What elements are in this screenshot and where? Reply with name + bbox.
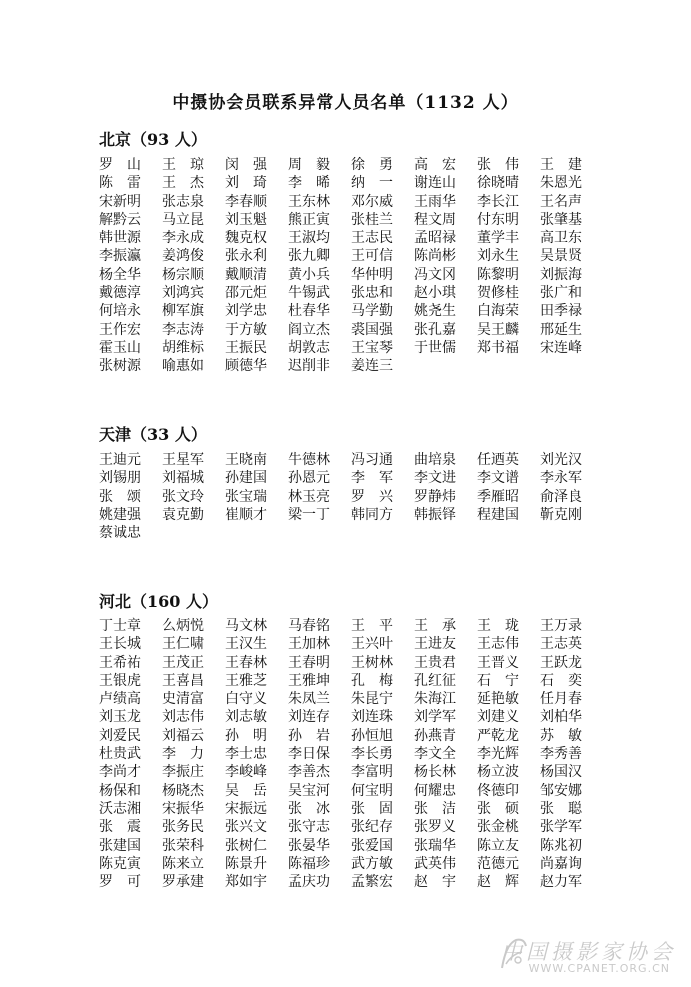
name-entry: 杨长林: [414, 764, 456, 781]
name-entry: 陈克寅: [99, 855, 141, 872]
name-entry: 孙恩元: [288, 470, 330, 487]
name-entry: 张守志: [288, 819, 330, 836]
name-entry: 于世儒: [414, 339, 456, 356]
name-entry: 姜连三: [351, 358, 393, 375]
name-entry: 刘玉龙: [99, 709, 141, 726]
name-entry: 姚建强: [99, 506, 141, 523]
name-entry: 罗 山: [99, 157, 141, 173]
name-entry: 孙 岩: [288, 727, 330, 744]
name-entry: 张爱国: [351, 837, 393, 854]
name-entry: 张 伟: [477, 157, 519, 173]
name-entry: 李振庄: [162, 764, 204, 781]
name-entry: 刘玉魁: [225, 211, 267, 228]
name-entry: 田季禄: [540, 303, 582, 320]
name-entry: 邹安娜: [540, 782, 582, 799]
name-entry: 李 晞: [288, 175, 330, 192]
name-entry: 孔红征: [414, 672, 456, 689]
name-entry: 张 冰: [288, 800, 330, 817]
name-entry: 俞泽良: [540, 488, 582, 505]
name-entry: 杨立波: [477, 764, 519, 781]
name-entry: 罗 可: [99, 874, 141, 891]
name-entry: 刘学忠: [225, 303, 267, 320]
name-entry: 宋振华: [162, 800, 204, 817]
name-entry: 吴王麟: [477, 321, 519, 338]
name-entry: 王志伟: [477, 636, 519, 653]
name-entry: 刘振海: [540, 266, 582, 283]
name-entry: 曲培泉: [414, 452, 456, 468]
name-entry: 张务民: [162, 819, 204, 836]
name-entry: 李春顺: [225, 193, 267, 210]
name-entry: 张忠和: [351, 285, 393, 302]
name-entry: 孟昭禄: [414, 230, 456, 247]
name-entry: 孟繁宏: [351, 874, 393, 891]
name-entry: 王树林: [351, 654, 393, 671]
name-entry: 王加林: [288, 636, 330, 653]
name-entry: 张 聪: [540, 800, 582, 817]
name-entry: 董学丰: [477, 230, 519, 247]
name-entry: 刘 琦: [225, 175, 267, 192]
name-entry: 蔡诚忠: [99, 525, 141, 542]
name-entry: 李长江: [477, 193, 519, 210]
name-entry: 张晏华: [288, 837, 330, 854]
name-entry: 李文谱: [477, 470, 519, 487]
name-list-beijing: [99, 156, 603, 376]
name-entry: 白海荣: [477, 303, 519, 320]
name-entry: 胡维标: [162, 339, 204, 356]
name-entry: 李文全: [414, 746, 456, 763]
name-entry: 刘连珠: [351, 709, 393, 726]
name-entry: 季雁昭: [477, 488, 519, 505]
watermark-url: WWW.CPANET.ORG.CN: [528, 962, 670, 975]
name-entry: 杜贵武: [99, 746, 141, 763]
name-entry: 刘建义: [477, 709, 519, 726]
name-entry: 张 固: [351, 800, 393, 817]
name-entry: 罗静炜: [414, 488, 456, 505]
name-entry: 张文玲: [162, 488, 204, 505]
name-entry: 张孔嘉: [414, 321, 456, 338]
name-entry: 迟削非: [288, 358, 330, 375]
name-entry: 王银虎: [99, 672, 141, 689]
name-entry: 张建国: [99, 837, 141, 854]
name-entry: 赵 宇: [414, 874, 456, 891]
name-entry: 罗 兴: [351, 488, 393, 505]
name-entry: 陈福珍: [288, 855, 330, 872]
name-entry: 武英伟: [414, 855, 456, 872]
name-entry: 霍玉山: [99, 339, 141, 356]
name-entry: 丁士章: [99, 618, 141, 634]
name-entry: 朱昆宁: [351, 691, 393, 708]
name-entry: 孙燕青: [414, 727, 456, 744]
name-entry: 李长勇: [351, 746, 393, 763]
name-entry: 纳 一: [351, 175, 393, 192]
name-entry: 孙恒旭: [351, 727, 393, 744]
name-entry: 宋新明: [99, 193, 141, 210]
name-entry: 柳军旗: [162, 303, 204, 320]
name-entry: 李富明: [351, 764, 393, 781]
name-entry: 张广和: [540, 285, 582, 302]
name-entry: 王春明: [288, 654, 330, 671]
name-entry: 王长城: [99, 636, 141, 653]
name-entry: 袁克勤: [162, 506, 204, 523]
name-entry: 赵小琪: [414, 285, 456, 302]
name-entry: 冯习通: [351, 452, 393, 468]
name-entry: 邵元炬: [225, 285, 267, 302]
name-entry: 吴宝河: [288, 782, 330, 799]
name-entry: 杨宗顺: [162, 266, 204, 283]
name-entry: 牛德林: [288, 452, 330, 468]
name-entry: 王雅芝: [225, 672, 267, 689]
name-list-tianjin: [99, 451, 603, 542]
name-entry: 戴德淳: [99, 285, 141, 302]
name-entry: 李 军: [351, 470, 393, 487]
name-entry: 刘光汉: [540, 452, 582, 468]
name-entry: 高卫东: [540, 230, 582, 247]
name-entry: 刘柏华: [540, 709, 582, 726]
name-entry: 张九卿: [288, 248, 330, 265]
name-entry: 王仁啸: [162, 636, 204, 653]
name-entry: 朱海江: [414, 691, 456, 708]
name-entry: 张 颂: [99, 488, 141, 505]
name-entry: 李永成: [162, 230, 204, 247]
name-entry: 王希祐: [99, 654, 141, 671]
name-entry: 张永利: [225, 248, 267, 265]
name-entry: 张宝瑞: [225, 488, 267, 505]
name-entry: 王兴叶: [351, 636, 393, 653]
name-entry: 赵力军: [540, 874, 582, 891]
name-entry: 卢绩高: [99, 691, 141, 708]
name-entry: 徐晓晴: [477, 175, 519, 192]
name-entry: 冯文冈: [414, 266, 456, 283]
name-entry: 么炳悦: [162, 618, 204, 634]
name-entry: 刘鸿宾: [162, 285, 204, 302]
name-entry: 张兴文: [225, 819, 267, 836]
name-entry: 付东明: [477, 211, 519, 228]
name-entry: 王志英: [540, 636, 582, 653]
watermark-footer: [496, 930, 686, 980]
name-entry: 喻惠如: [162, 358, 204, 375]
name-entry: 宋连峰: [540, 339, 582, 356]
name-entry: 王 珑: [477, 618, 519, 634]
name-entry: 戴顺清: [225, 266, 267, 283]
name-entry: 朱凤兰: [288, 691, 330, 708]
name-entry: 张纪存: [351, 819, 393, 836]
name-entry: 张志泉: [162, 193, 204, 210]
name-entry: 孔 梅: [351, 672, 393, 689]
name-entry: 王喜昌: [162, 672, 204, 689]
name-entry: 王雨华: [414, 193, 456, 210]
watermark-logo-text: 中国摄影家协会: [501, 940, 676, 964]
name-entry: 郑书福: [477, 339, 519, 356]
name-entry: 李尚才: [99, 764, 141, 781]
name-entry: 刘连存: [288, 709, 330, 726]
name-entry: 李光辉: [477, 746, 519, 763]
name-entry: 杨国汉: [540, 764, 582, 781]
name-entry: 刘志敏: [225, 709, 267, 726]
name-entry: 陈尚彬: [414, 248, 456, 265]
name-entry: 黄小兵: [288, 266, 330, 283]
name-entry: 李善杰: [288, 764, 330, 781]
name-entry: 马立昆: [162, 211, 204, 228]
name-entry: 刘爱民: [99, 727, 141, 744]
name-entry: 任迺英: [477, 452, 519, 468]
name-entry: 王春林: [225, 654, 267, 671]
name-entry: 梁一丁: [288, 506, 330, 523]
name-entry: 周 毅: [288, 157, 330, 173]
name-entry: 程文周: [414, 211, 456, 228]
name-entry: 王淑均: [288, 230, 330, 247]
name-entry: 白守义: [225, 691, 267, 708]
name-entry: 王 琼: [162, 157, 204, 173]
name-entry: 李永军: [540, 470, 582, 487]
name-entry: 杨保和: [99, 782, 141, 799]
name-entry: 邓尔威: [351, 193, 393, 210]
name-entry: 尚嘉询: [540, 855, 582, 872]
name-entry: 靳克刚: [540, 506, 582, 523]
name-entry: 宋振远: [225, 800, 267, 817]
name-entry: 韩世源: [99, 230, 141, 247]
name-entry: 熊正寅: [288, 211, 330, 228]
name-entry: 张荣科: [162, 837, 204, 854]
name-entry: 孙 明: [225, 727, 267, 744]
name-entry: 陈兆初: [540, 837, 582, 854]
name-entry: 王茂正: [162, 654, 204, 671]
name-entry: 王名声: [540, 193, 582, 210]
name-entry: 张金桃: [477, 819, 519, 836]
name-entry: 王万录: [540, 618, 582, 634]
name-entry: 石 奕: [540, 672, 582, 689]
name-entry: 王晋义: [477, 654, 519, 671]
name-entry: 张学军: [540, 819, 582, 836]
name-entry: 史清富: [162, 691, 204, 708]
name-entry: 何耀忠: [414, 782, 456, 799]
name-entry: 陈 雷: [99, 175, 141, 192]
name-entry: 赵 辉: [477, 874, 519, 891]
name-entry: 刘锡朋: [99, 470, 141, 487]
name-entry: 马文林: [225, 618, 267, 634]
name-entry: 李 力: [162, 746, 204, 763]
name-entry: 李振瀛: [99, 248, 141, 265]
name-entry: 顾德华: [225, 358, 267, 375]
name-entry: 李日保: [288, 746, 330, 763]
name-entry: 李文进: [414, 470, 456, 487]
name-entry: 张树仁: [225, 837, 267, 854]
name-entry: 李秀善: [540, 746, 582, 763]
name-entry: 魏克权: [225, 230, 267, 247]
name-entry: 郑如宇: [225, 874, 267, 891]
name-entry: 王振民: [225, 339, 267, 356]
name-entry: 王 承: [414, 618, 456, 634]
name-entry: 解黔云: [99, 211, 141, 228]
name-entry: 刘福云: [162, 727, 204, 744]
name-entry: 牛锡武: [288, 285, 330, 302]
name-entry: 阎立杰: [288, 321, 330, 338]
name-entry: 何宝明: [351, 782, 393, 799]
name-entry: 苏 敏: [540, 727, 582, 744]
name-entry: 张 硕: [477, 800, 519, 817]
name-entry: 何培永: [99, 303, 141, 320]
name-entry: 孙建国: [225, 470, 267, 487]
name-entry: 朱恩光: [540, 175, 582, 192]
name-entry: 刘学军: [414, 709, 456, 726]
name-entry: 华仲明: [351, 266, 393, 283]
name-entry: 徐 勇: [351, 157, 393, 173]
name-entry: 王雅坤: [288, 672, 330, 689]
name-entry: 罗承建: [162, 874, 204, 891]
name-entry: 高 宏: [414, 157, 456, 173]
name-entry: 王贵君: [414, 654, 456, 671]
name-entry: 王晓南: [225, 452, 267, 468]
name-entry: 张 震: [99, 819, 141, 836]
section-heading-hebei: 河北（160 人）: [99, 592, 218, 611]
page-title: 中摄协会员联系异常人员名单（1132 人）: [172, 93, 519, 113]
name-list-hebei: [99, 617, 603, 891]
name-entry: 李士忠: [225, 746, 267, 763]
name-entry: 陈来立: [162, 855, 204, 872]
name-entry: 李峻峰: [225, 764, 267, 781]
name-entry: 孟庆功: [288, 874, 330, 891]
name-entry: 张罗义: [414, 819, 456, 836]
name-entry: 沃志湘: [99, 800, 141, 817]
name-entry: 林玉亮: [288, 488, 330, 505]
name-entry: 张瑞华: [414, 837, 456, 854]
name-entry: 吴景贤: [540, 248, 582, 265]
name-entry: 范德元: [477, 855, 519, 872]
name-entry: 韩同方: [351, 506, 393, 523]
name-entry: 武方敏: [351, 855, 393, 872]
name-entry: 佟德印: [477, 782, 519, 799]
name-entry: 王 杰: [162, 175, 204, 192]
name-entry: 杨全华: [99, 266, 141, 283]
name-entry: 石 宁: [477, 672, 519, 689]
name-entry: 严乾龙: [477, 727, 519, 744]
name-entry: 姜鸿俊: [162, 248, 204, 265]
name-entry: 张 洁: [414, 800, 456, 817]
name-entry: 王可信: [351, 248, 393, 265]
name-entry: 王进友: [414, 636, 456, 653]
name-entry: 闵 强: [225, 157, 267, 173]
name-entry: 刘永生: [477, 248, 519, 265]
name-entry: 程建国: [477, 506, 519, 523]
name-entry: 王宝琴: [351, 339, 393, 356]
name-entry: 谢连山: [414, 175, 456, 192]
name-entry: 王汉生: [225, 636, 267, 653]
name-entry: 马学勤: [351, 303, 393, 320]
name-entry: 贺修桂: [477, 285, 519, 302]
name-entry: 张桂兰: [351, 211, 393, 228]
name-entry: 杨晓杰: [162, 782, 204, 799]
name-entry: 陈景升: [225, 855, 267, 872]
name-entry: 姚尧生: [414, 303, 456, 320]
name-entry: 延艳敏: [477, 691, 519, 708]
name-entry: 马春铭: [288, 618, 330, 634]
name-entry: 任月春: [540, 691, 582, 708]
section-heading-beijing: 北京（93 人）: [99, 130, 207, 149]
name-entry: 张树源: [99, 358, 141, 375]
name-entry: 邢延生: [540, 321, 582, 338]
name-entry: 吴 岳: [225, 782, 267, 799]
name-entry: 王跃龙: [540, 654, 582, 671]
name-entry: 王迪元: [99, 452, 141, 468]
name-entry: 王星军: [162, 452, 204, 468]
name-entry: 杜春华: [288, 303, 330, 320]
name-entry: 陈立友: [477, 837, 519, 854]
name-entry: 王 平: [351, 618, 393, 634]
name-entry: 胡敦志: [288, 339, 330, 356]
name-entry: 王东林: [288, 193, 330, 210]
name-entry: 于方敏: [225, 321, 267, 338]
name-entry: 王 建: [540, 157, 582, 173]
name-entry: 刘福城: [162, 470, 204, 487]
section-heading-tianjin: 天津（33 人）: [99, 425, 207, 444]
name-entry: 李志涛: [162, 321, 204, 338]
name-entry: 张肇基: [540, 211, 582, 228]
name-entry: 裘国强: [351, 321, 393, 338]
name-entry: 崔顺才: [225, 506, 267, 523]
name-entry: 王志民: [351, 230, 393, 247]
name-entry: 陈黎明: [477, 266, 519, 283]
name-entry: 王作宏: [99, 321, 141, 338]
name-entry: 刘志伟: [162, 709, 204, 726]
name-entry: 韩振铎: [414, 506, 456, 523]
